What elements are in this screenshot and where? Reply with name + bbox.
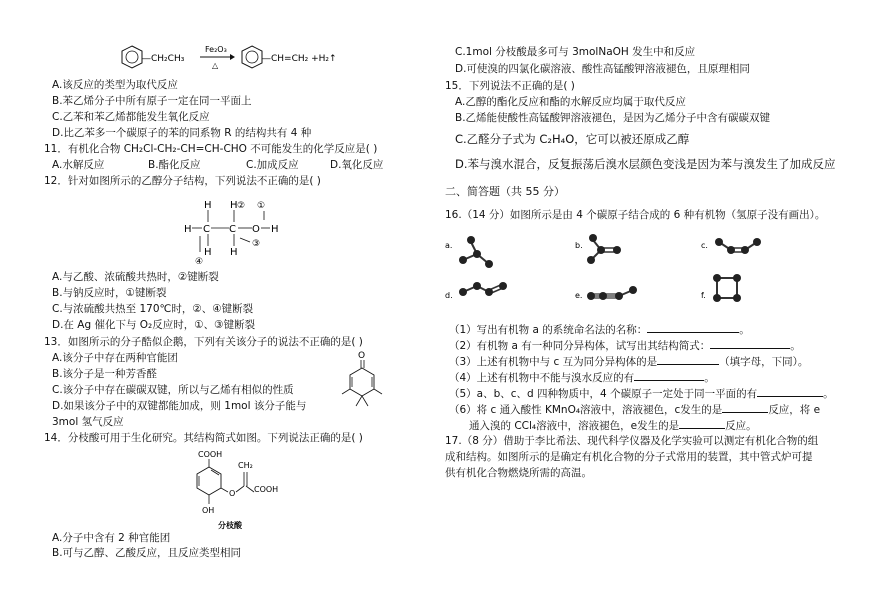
q14-option-c: C.1mol 分枝酸最多可与 3molNaOH 发生中和反应: [455, 46, 696, 58]
o-atom: O: [252, 224, 260, 235]
q16-sub-6-cont-tail: 反应。: [725, 420, 757, 432]
q13-option-d: D.如果该分子中的双键都能加成，则 1mol 该分子能与: [52, 400, 307, 412]
q16-sub-6-mid: 反应，将 e: [768, 404, 821, 416]
q15-option-a: A.乙醇的酯化反应和酯的水解反应均属于取代反应: [455, 96, 686, 108]
chorismic-acid-structure: [178, 448, 298, 530]
q14-stem: 14．分枝酸可用于生化研究。其结构简式如图。下列说法正确的是( ): [44, 432, 363, 444]
q13-option-d-cont: 3mol 氢气反应: [52, 416, 124, 428]
q13-option-a: A.该分子中存在两种官能团: [52, 352, 178, 364]
q12-option-b: B.与钠反应时，①键断裂: [52, 287, 167, 299]
model-e: [587, 286, 637, 300]
q16-sub-1: [449, 322, 750, 337]
q16-sub-5-text: （5）a、b、c、d 四种物质中，4 个碳原子一定处于同一平面的有: [449, 388, 758, 400]
q10-option-b: B.苯乙烯分子中所有原子一定在同一平面上: [52, 95, 252, 107]
q16-sub-2: [449, 338, 801, 353]
answer-blank[interactable]: [657, 354, 719, 365]
q11-option-b: B.酯化反应: [148, 159, 201, 171]
model-d: [459, 282, 507, 296]
q17-line-3: 供有机化合物燃烧所需的高温。: [445, 467, 592, 479]
q14-option-a: A.分子中含有 2 种官能团: [52, 532, 171, 544]
q15-stem: 15．下列说法不正确的是( ): [445, 80, 575, 92]
q16-sub-1-text: （1）写出有机物 a 的系统命名法的名称：: [449, 324, 648, 336]
q15-option-b: B.乙烯能使酸性高锰酸钾溶液褪色，是因为乙烯分子中含有碳碳双键: [455, 112, 771, 124]
q12-stem: 12．针对如图所示的乙醇分子结构，下列说法不正确的是( ): [44, 175, 321, 187]
c-atom: C: [229, 224, 236, 235]
answer-blank[interactable]: [634, 370, 704, 381]
q16-sub-4-text: （4）上述有机物中不能与溴水反应的有: [449, 372, 635, 384]
q16-stem: 16.（14 分）如图所示是由 4 个碳原子结合成的 6 种有机物（氢原子没有画出）。: [445, 209, 826, 221]
answer-blank[interactable]: [710, 338, 790, 349]
model-b: [587, 234, 621, 264]
model-f: [713, 274, 741, 302]
reactant-substituent: —CH₂CH₃: [142, 54, 185, 64]
answer-blank[interactable]: [647, 322, 739, 333]
q17-line-2: 成和结构。如图所示的是确定有机化合物的分子式常用的装置，其中管式炉可提: [445, 451, 813, 463]
q10-option-d: D.比乙苯多一个碳原子的苯的同系物 R 的结构共有 4 种: [52, 127, 312, 139]
answer-blank[interactable]: [722, 402, 768, 413]
bond-label-1: ①: [257, 201, 266, 211]
q14-option-d: D.可使溴的四氯化碳溶液、酸性高锰酸钾溶液褪色，且原理相同: [455, 63, 750, 75]
q12-option-a: A.与乙酸、浓硫酸共热时，②键断裂: [52, 271, 219, 283]
q16-sub-5-tail: 。: [823, 388, 834, 400]
bond-label-4: ④: [195, 257, 204, 266]
oh-label: OH: [202, 506, 215, 515]
h-atom: H: [204, 200, 212, 211]
q12-option-d: D.在 Ag 催化下与 O₂反应时，①、③键断裂: [52, 319, 256, 331]
q12-option-c: C.与浓硫酸共热至 170℃时，②、④键断裂: [52, 303, 254, 315]
o-atom: O: [229, 489, 236, 498]
bond-label-3: ③: [252, 239, 261, 249]
cooh-label: COOH: [254, 485, 279, 494]
q16-sub-6: [449, 402, 820, 417]
q11-option-d: D.氧化反应: [330, 159, 384, 171]
q16-sub-6-text: （6）将 c 通入酸性 KMnO₄溶液中，溶液褪色，c发生的是: [449, 404, 723, 416]
q16-sub-2-tail: 。: [790, 340, 801, 352]
h-atom: H: [230, 200, 238, 211]
q15-option-c: C.乙醛分子式为 C₂H₄O，它可以被还原成乙醇: [455, 132, 690, 146]
q16-sub-5: [449, 386, 834, 401]
q13-stem: 13．如图所示的分子酷似企鹅，下列有关该分子的说法不正确的是( ): [44, 336, 363, 348]
label-a: a.: [445, 241, 453, 250]
q11-stem: 11．有机化合物 CH₂Cl-CH₂-CH=CH-CHO 不可能发生的化学反应是( ): [44, 143, 378, 155]
reaction-scheme: [112, 42, 362, 72]
section-heading: 二、简答题（共 55 分）: [445, 185, 565, 198]
q17-line-1: 17.（8 分）借助于李比希法、现代科学仪器及化学实验可以测定有机化合物的组: [445, 435, 819, 447]
bond-label-2: ②: [237, 201, 246, 211]
q14-option-b: B.可与乙醇、乙酸反应，且反应类型相同: [52, 547, 242, 559]
product-substituent: —CH=CH₂ +H₂↑: [262, 54, 337, 64]
label-e: e.: [575, 291, 583, 300]
ethanol-structure: [182, 192, 292, 266]
figure-caption: 分枝酸: [218, 521, 242, 530]
ch2-label: CH₂: [238, 461, 253, 470]
o-atom: O: [358, 351, 366, 361]
penguinone-structure: [338, 348, 388, 418]
label-c: c.: [701, 241, 708, 250]
label-b: b.: [575, 241, 583, 250]
q11-option-a: A.水解反应: [52, 159, 105, 171]
benzene-ring-reactant: [122, 46, 142, 68]
benzene-ring-product: [242, 46, 262, 68]
q16-sub-6-cont-text: 通入溴的 CCl₄溶液中，溶液褪色，e发生的是: [469, 420, 680, 432]
q16-sub-2-text: （2）有机物 a 有一种同分异构体，试写出其结构简式：: [449, 340, 711, 352]
answer-blank[interactable]: [757, 386, 823, 397]
answer-blank[interactable]: [679, 418, 725, 429]
q13-option-b: B.该分子是一种芳香醛: [52, 368, 158, 380]
h-atom: H: [184, 224, 192, 235]
model-c: [715, 238, 761, 254]
carbon-models: [443, 226, 863, 306]
q16-sub-4: [449, 370, 715, 385]
h-atom: H: [271, 224, 279, 235]
c-atom: C: [203, 224, 210, 235]
q10-option-a: A.该反应的类型为取代反应: [52, 79, 178, 91]
q11-option-c: C.加成反应: [246, 159, 299, 171]
label-d: d.: [445, 291, 453, 300]
condition-label: △: [212, 61, 219, 70]
q15-option-d: D.苯与溴水混合，反复振荡后溴水层颜色变浅是因为苯与溴发生了加成反应: [455, 157, 836, 171]
catalyst-label: Fe₂O₃: [205, 45, 227, 54]
q16-sub-1-tail: 。: [739, 324, 750, 336]
model-a: [459, 236, 493, 268]
label-f: f.: [701, 291, 706, 300]
h-atom: H: [204, 247, 212, 258]
q16-sub-3-text: （3）上述有机物中与 c 互为同分异构体的是: [449, 356, 658, 368]
q10-option-c: C.乙苯和苯乙烯都能发生氧化反应: [52, 111, 210, 123]
q16-sub-3: [449, 354, 808, 369]
h-atom: H: [230, 247, 238, 258]
q16-sub-3-tail: （填字母，下同）。: [719, 356, 809, 368]
q13-option-c: C.该分子中存在碳碳双键，所以与乙烯有相似的性质: [52, 384, 294, 396]
cooh-label: COOH: [198, 450, 223, 459]
q16-sub-4-tail: 。: [704, 372, 715, 384]
q16-sub-6-cont: [469, 418, 757, 433]
